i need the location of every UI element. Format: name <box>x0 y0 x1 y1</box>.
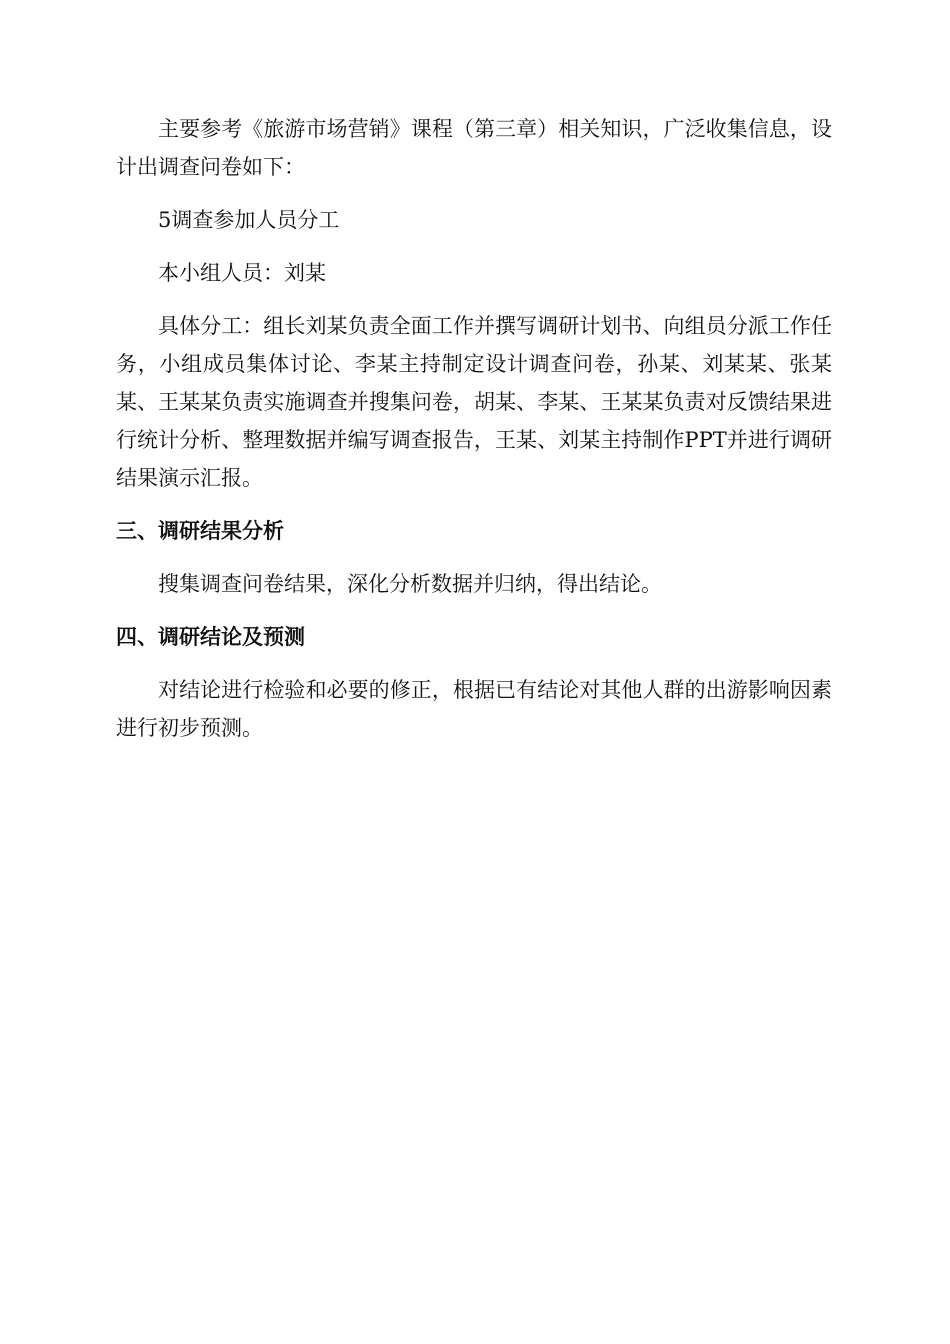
paragraph-analysis: 搜集调查问卷结果，深化分析数据并归纳，得出结论。 <box>158 572 662 596</box>
heading-conclusion: 四、调研结论及预测 <box>116 625 305 649</box>
paragraph-reference: 主要参考《旅游市场营销》课程（第三章）相关知识，广泛收集信息，设计出调查问卷如下： <box>116 117 832 179</box>
paragraph-division: 具体分工：组长刘某负责全面工作并撰写调研计划书、向组员分派工作任务，小组成员集体讨论、李某主持制定设计调查问卷，孙某、刘某某、张某某、王某某负责实施调查并搜集问卷，胡某、李某、王某某负责对反馈结果进行统计分析、整理数据并编写调查报告，王某、刘某主持制作PPT并进行调研结果演示汇报。 <box>116 314 832 490</box>
heading-analysis: 三、调研结果分析 <box>116 519 284 543</box>
paragraph-members: 本小组人员：刘某 <box>158 261 326 285</box>
paragraph-staff-title: 5调查参加人员分工 <box>158 208 340 232</box>
paragraph-conclusion: 对结论进行检验和必要的修正，根据已有结论对其他人群的出游影响因素进行初步预测。 <box>116 678 832 740</box>
document-page <box>116 110 832 762</box>
